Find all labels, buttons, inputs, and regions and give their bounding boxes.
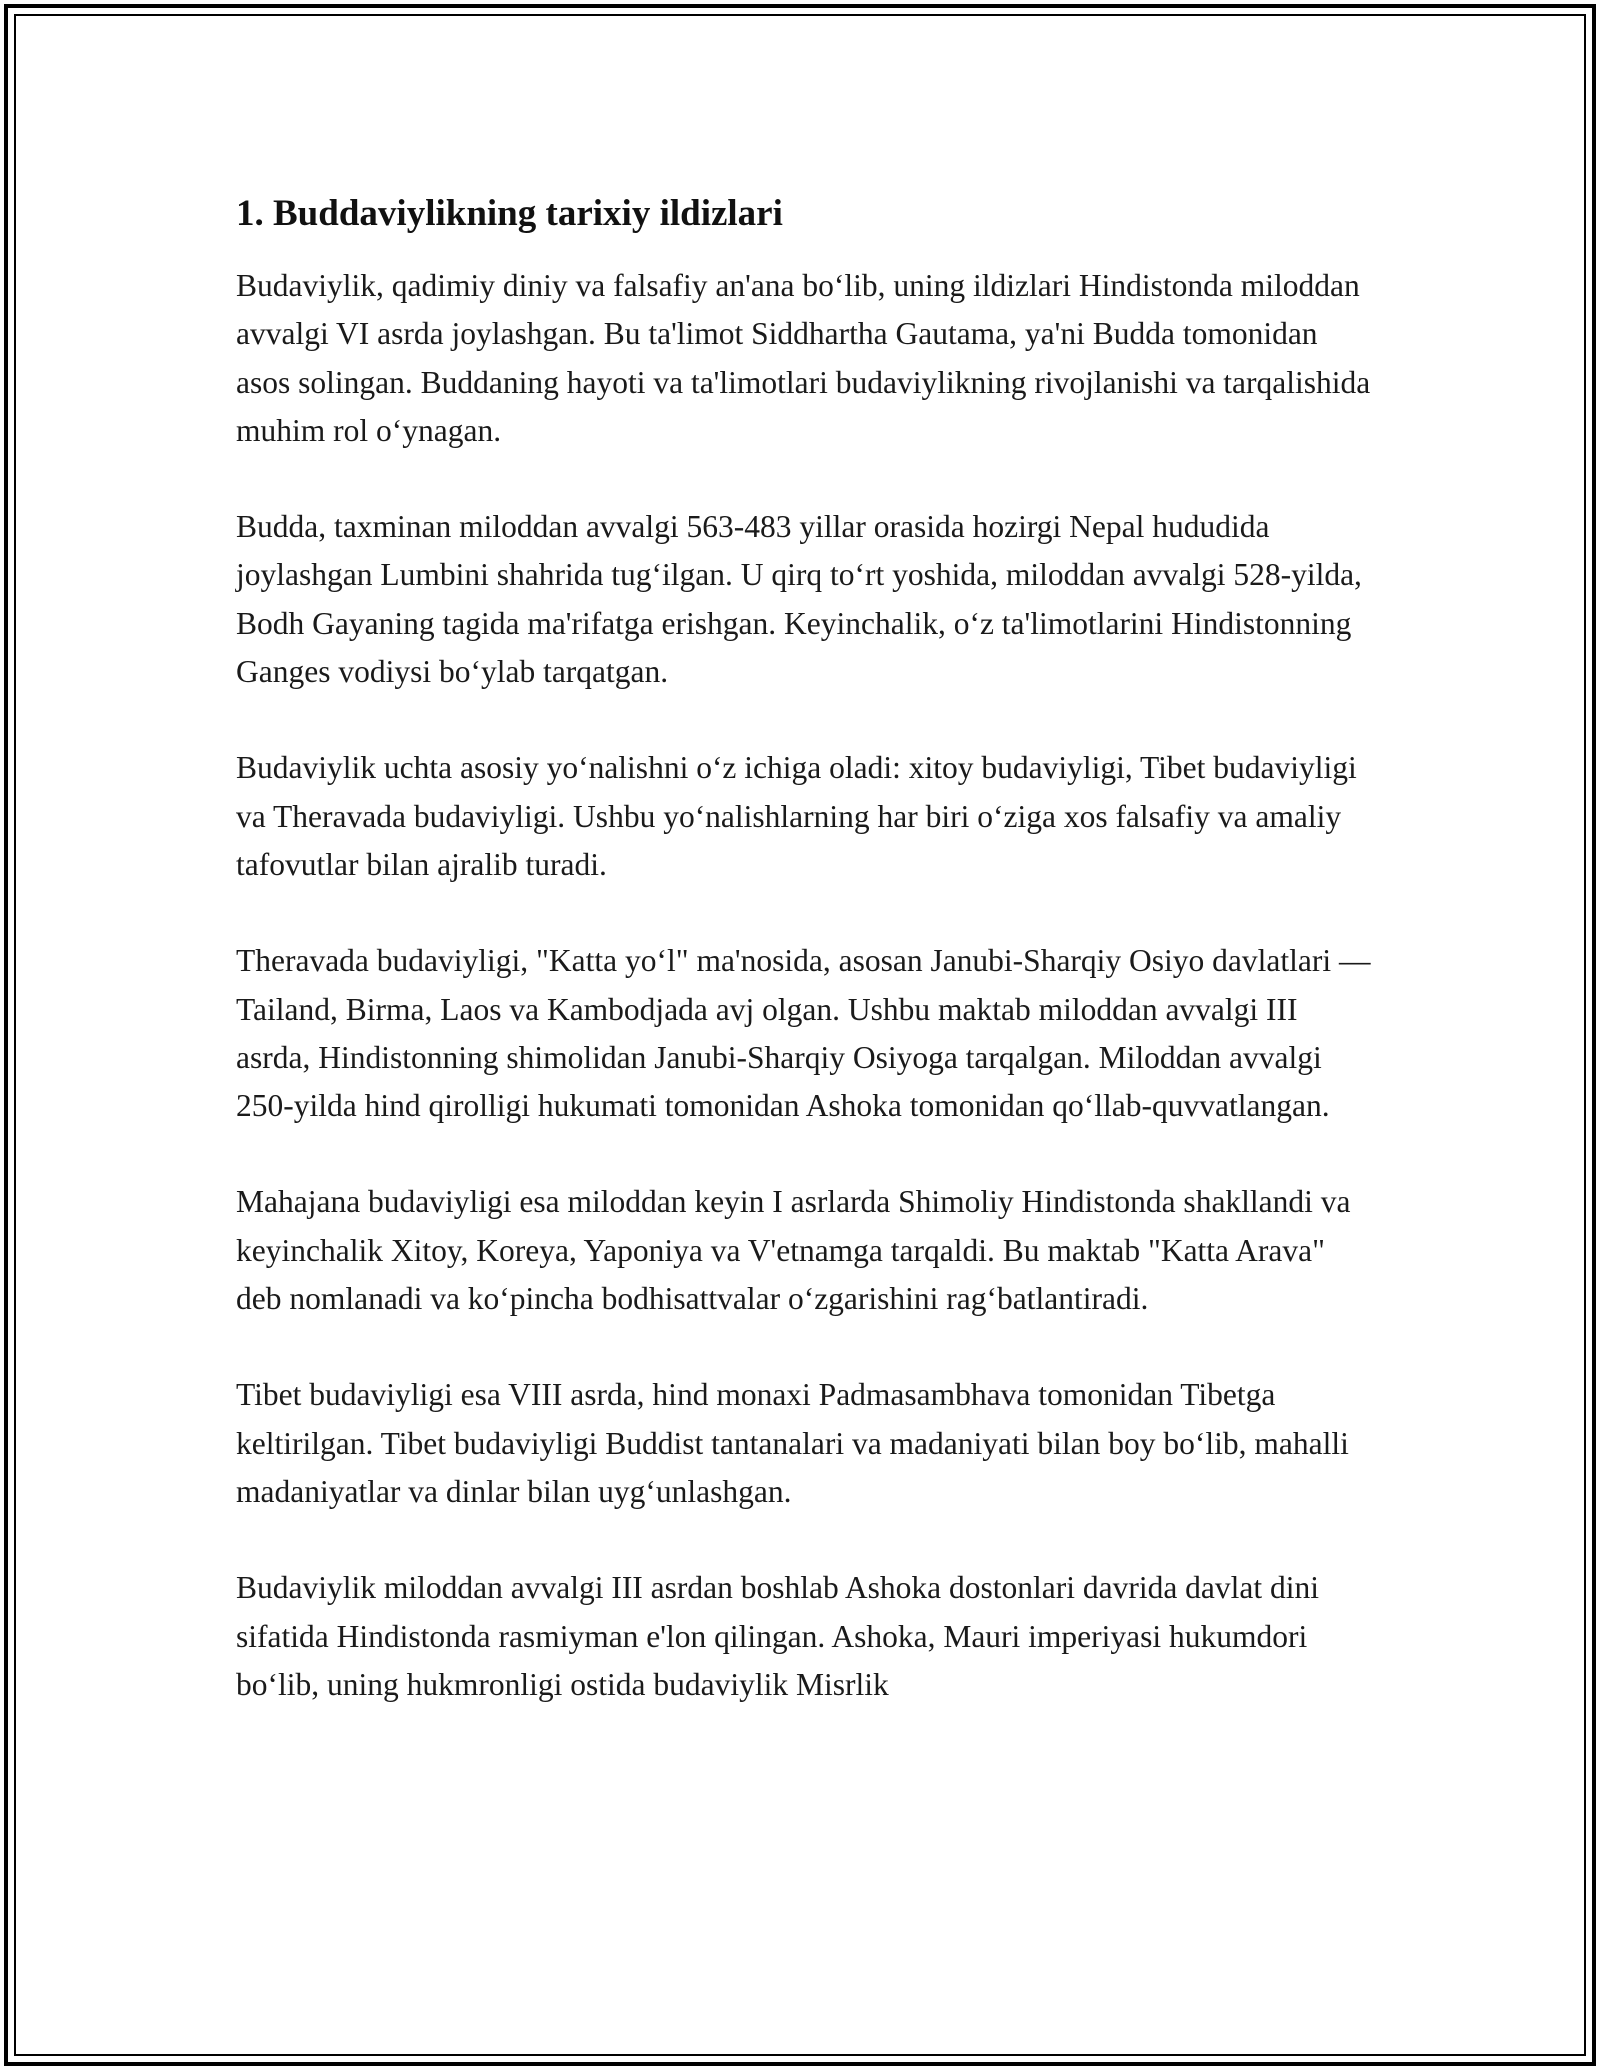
section-heading: 1. Buddaviylikning tarixiy ildizlari <box>236 193 783 234</box>
paragraph-4: Theravada budaviyligi, "Katta yo‘l" ma'nosida, asosan Janubi-Sharqiy Osiyo davlatlari — Tailand, Birma, Laos va Kambodjada avj olgan. Ushbu maktab miloddan avvalgi III asrda, Hindistonning shimolidan Janubi-Sharqiy Osiyoga tarqalgan. Miloddan avvalgi 250-yilda hind qirolligi hukumati tomonidan Ashoka tomonidan qo‘llab-quvvatlangan. <box>236 943 1371 1124</box>
paragraph-2: Budda, taxminan miloddan avvalgi 563-483 yillar orasida hozirgi Nepal hududida joylashgan Lumbini shahrida tug‘ilgan. U qirq to‘rt yoshida, miloddan avvalgi 528-yilda, Bodh Gayaning tagida ma'rifatga erishgan. Keyinchalik, o‘z ta'limotlarini Hindistonning Ganges vodiysi bo‘ylab tarqatgan. <box>236 509 1362 690</box>
paragraph-7: Budaviylik miloddan avvalgi III asrdan boshlab Ashoka dostonlari davrida davlat dini sifatida Hindistonda rasmiyman e'lon qilingan. Ashoka, Mauri imperiyasi hukumdori bo‘lib, uning hukmronligi ostida budaviylik Misrlik <box>236 1570 1320 1702</box>
paragraph-3: Budaviylik uchta asosiy yo‘nalishni o‘z ichiga oladi: xitoy budaviyligi, Tibet budaviyligi va Theravada budaviyligi. Ushbu yo‘nalishlarning har biri o‘ziga xos falsafiy va amaliy tafovutlar bilan ajralib turadi. <box>236 750 1357 882</box>
document-body <box>236 186 1376 1709</box>
paragraph-5: Mahajana budaviyligi esa miloddan keyin I asrlarda Shimoliy Hindistonda shakllandi va keyinchalik Xitoy, Koreya, Yaponiya va V'etnamga tarqaldi. Bu maktab "Katta Arava" deb nomlanadi va ko‘pincha bodhisattvalar o‘zgarishini rag‘batlantiradi. <box>236 1184 1351 1317</box>
paragraph-1: Budaviylik, qadimiy diniy va falsafiy an'ana bo‘lib, uning ildizlari Hindistonda miloddan avvalgi VI asrda joylashgan. Bu ta'limot Siddhartha Gautama, ya'ni Budda tomonidan asos solingan. Buddaning hayoti va ta'limotlari budaviylikning rivojlanishi va tarqalishida muhim rol o‘ynagan. <box>236 268 1371 448</box>
paragraph-6: Tibet budaviyligi esa VIII asrda, hind monaxi Padmasambhava tomonidan Tibetga keltirilgan. Tibet budaviyligi Buddist tantanalari va madaniyati bilan boy bo‘lib, mahalli madaniyatlar va dinlar bilan uyg‘unlashgan. <box>236 1377 1349 1509</box>
